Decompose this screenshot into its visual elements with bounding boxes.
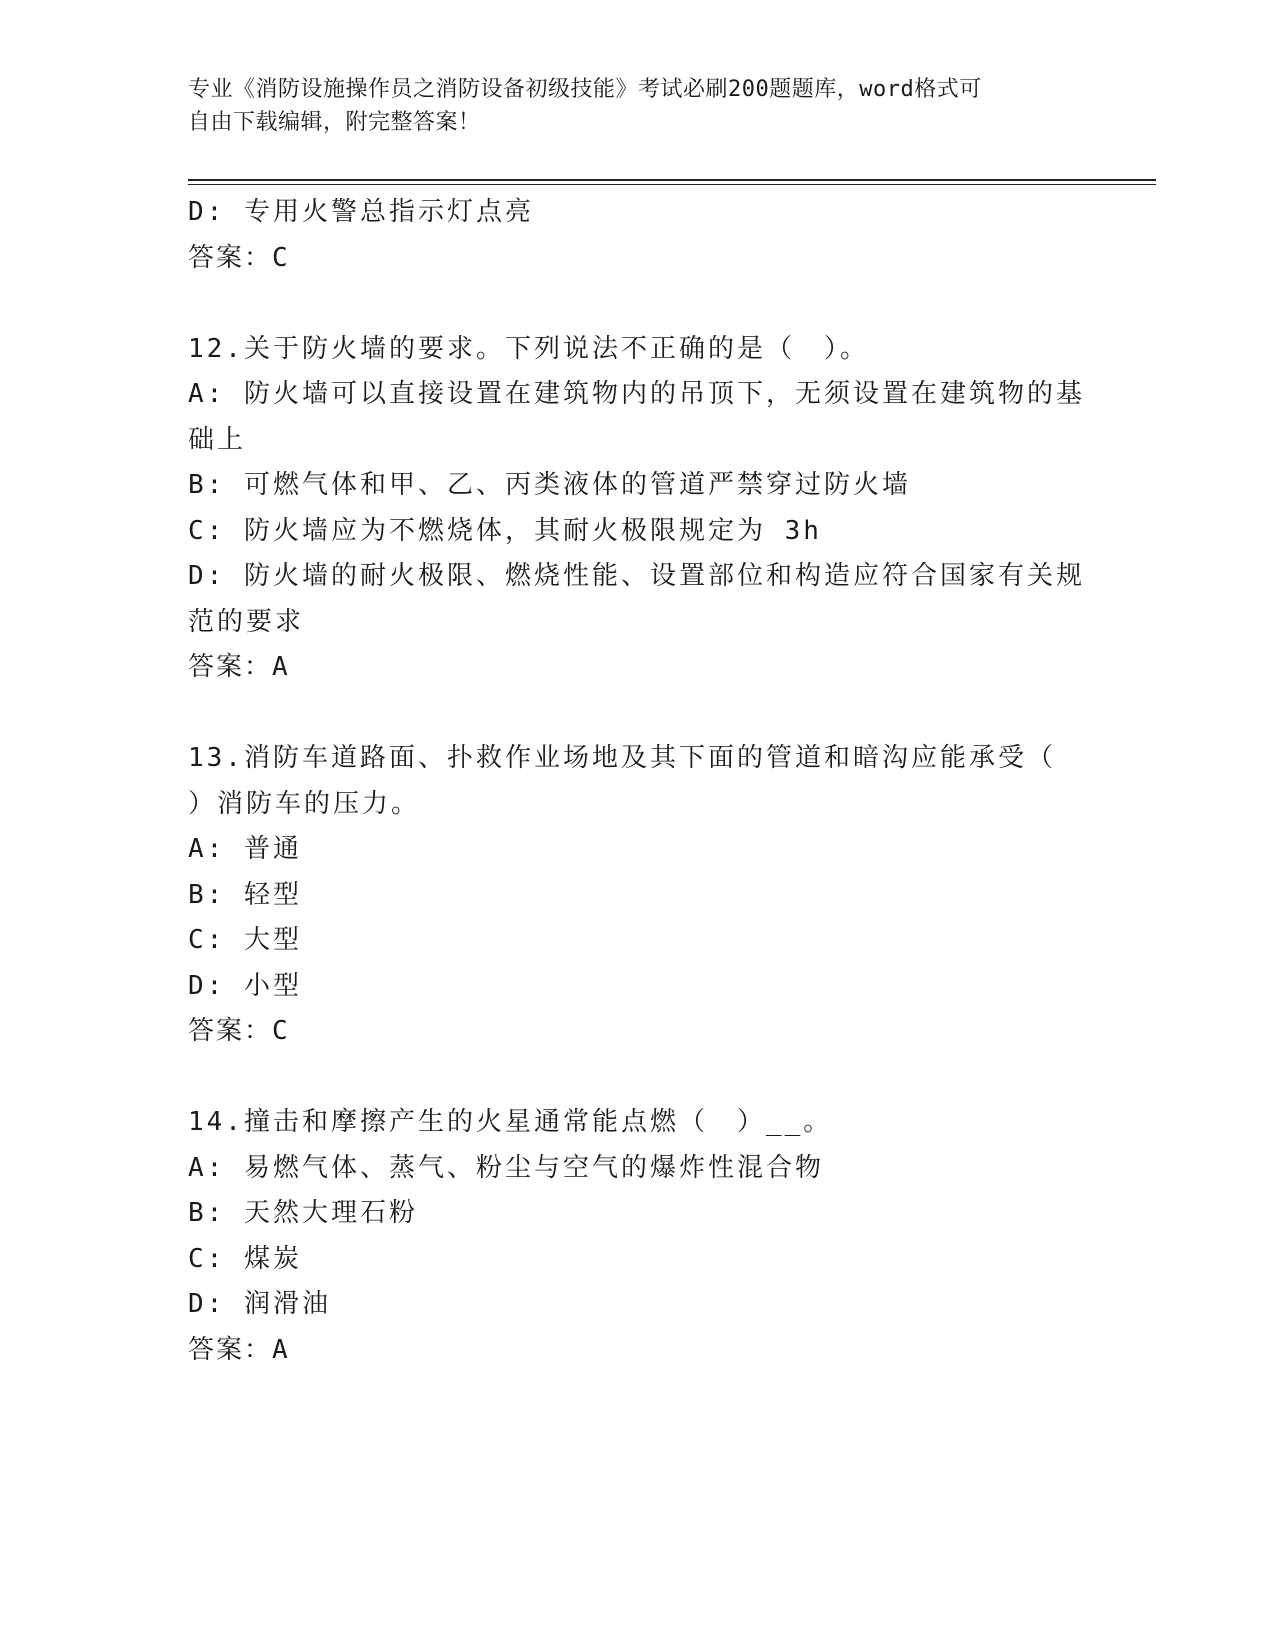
option-d: D: 小型 [188, 970, 302, 1001]
option-d: D: 专用火警总指示灯点亮 [188, 197, 534, 227]
option-a: A: 普通 [188, 834, 302, 864]
spacer [188, 691, 1088, 737]
previous-question-tail [188, 190, 1088, 281]
answer: 答案：A [188, 652, 290, 682]
option-c: C: 大型 [188, 925, 302, 955]
answer: 答案：A [188, 1334, 290, 1365]
header-divider-thin [188, 184, 1156, 185]
option-d: D: 防火墙的耐火极限、燃烧性能、设置部位和构造应符合国家有关规 [188, 561, 1085, 591]
question-stem: 13.消防车道路面、扑救作业场地及其下面的管道和暗沟应能承受（ [188, 743, 1056, 773]
option-b: B: 轻型 [188, 879, 302, 910]
question-stem: 14.撞击和摩擦产生的火星通常能点燃（ ）__。 [188, 1107, 833, 1137]
answer: 答案：C [188, 242, 290, 273]
option-b: B: 可燃气体和甲、乙、丙类液体的管道严禁穿过防火墙 [188, 470, 911, 500]
option-d: D: 润滑油 [188, 1289, 331, 1319]
option-c: C: 防火墙应为不燃烧体，其耐火极限规定为 3h [188, 515, 822, 546]
option-a-continued: 础上 [188, 424, 247, 455]
option-c: C: 煤炭 [188, 1243, 302, 1274]
question-14 [188, 1100, 1088, 1373]
question-stem: 12.关于防火墙的要求。下列说法不正确的是（ ）。 [188, 333, 869, 364]
document-header [188, 73, 1088, 139]
header-line-1: 专业《消防设施操作员之消防设备初级技能》考试必刷200题题库，word格式可 [188, 77, 982, 102]
option-d-continued: 范的要求 [188, 606, 305, 637]
spacer [188, 281, 1088, 327]
question-13 [188, 736, 1088, 1055]
option-b: B: 天然大理石粉 [188, 1198, 418, 1228]
header-line-2: 自由下载编辑，附完整答案！ [188, 110, 481, 135]
option-a: A: 防火墙可以直接设置在建筑物内的吊顶下，无须设置在建筑物的基 [188, 379, 1085, 409]
question-12 [188, 327, 1088, 691]
question-stem-continued: ）消防车的压力。 [188, 788, 421, 819]
answer: 答案：C [188, 1016, 290, 1046]
header-divider-thick [188, 179, 1156, 181]
option-a: A: 易燃气体、蒸气、粉尘与空气的爆炸性混合物 [188, 1152, 824, 1183]
spacer [188, 1055, 1088, 1101]
question-content [188, 190, 1088, 1373]
